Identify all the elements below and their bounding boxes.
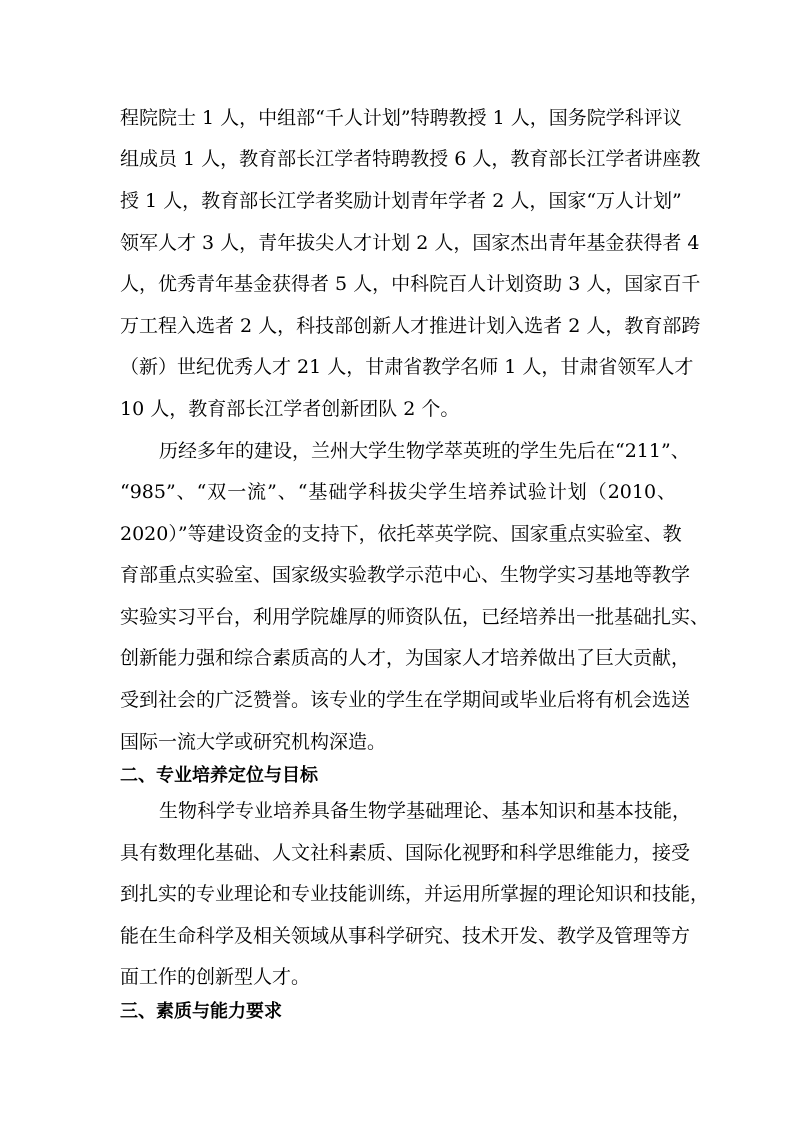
text-line: 面工作的创新型人才。 — [120, 966, 311, 988]
text-line: 万工程入选者 2 人，科技部创新人才推进计划入选者 2 人，教育部跨 — [120, 315, 701, 337]
section-heading-requirements: 三、素质与能力要求 — [120, 1001, 282, 1022]
text-line: 实验实习平台，利用学院雄厚的师资队伍，已经培养出一批基础扎实、 — [120, 606, 710, 628]
text-line: 组成员 1 人，教育部长江学者特聘教授 6 人，教育部长江学者讲座教 — [120, 148, 701, 170]
text-line: 领军人才 3 人，青年拔尖人才计划 2 人，国家杰出青年基金获得者 4 — [120, 232, 700, 254]
text-line: 到扎实的专业理论和专业技能训练，并运用所掌握的理论知识和技能， — [120, 883, 710, 905]
text-line: 10 人，教育部长江学者创新团队 2 个。 — [120, 398, 460, 420]
text-line: 能在生命科学及相关领域从事科学研究、技术开发、教学及管理等方 — [120, 925, 691, 947]
text-line: “985”、“双一流”、“基础学科拔尖学生培养试验计划（2010、 — [120, 481, 676, 503]
text-line: 人，优秀青年基金获得者 5 人，中科院百人计划资助 3 人，国家百千 — [120, 273, 701, 295]
text-line: 授 1 人，教育部长江学者奖励计划青年学者 2 人，国家“万人计划” — [120, 190, 682, 212]
text-line: 育部重点实验室、国家级实验教学示范中心、生物学实习基地等教学 — [120, 564, 691, 586]
text-line: 受到社会的广泛赞誉。该专业的学生在学期间或毕业后将有机会选送 — [120, 689, 691, 711]
text-line: 创新能力强和综合素质高的人才，为国家人才培养做出了巨大贡献， — [120, 647, 691, 669]
text-line: 2020）”等建设资金的支持下，依托萃英学院、国家重点实验室、教 — [120, 523, 682, 545]
section-heading-positioning: 二、专业培养定位与目标 — [120, 765, 318, 786]
text-line: 国际一流大学或研究机构深造。 — [120, 731, 387, 753]
text-line: 具有数理化基础、人文社科素质、国际化视野和科学思维能力，接受 — [120, 842, 691, 864]
text-line: 历经多年的建设，兰州大学生物学萃英班的学生先后在“211”、 — [159, 440, 690, 462]
text-line: 生物科学专业培养具备生物学基础理论、基本知识和基本技能， — [159, 800, 692, 822]
text-line: 程院院士 1 人，中组部“千人计划”特聘教授 1 人，国务院学科评议 — [120, 107, 682, 129]
text-line: （新）世纪优秀人才 21 人，甘肃省教学名师 1 人，甘肃省领军人才 — [120, 356, 694, 378]
